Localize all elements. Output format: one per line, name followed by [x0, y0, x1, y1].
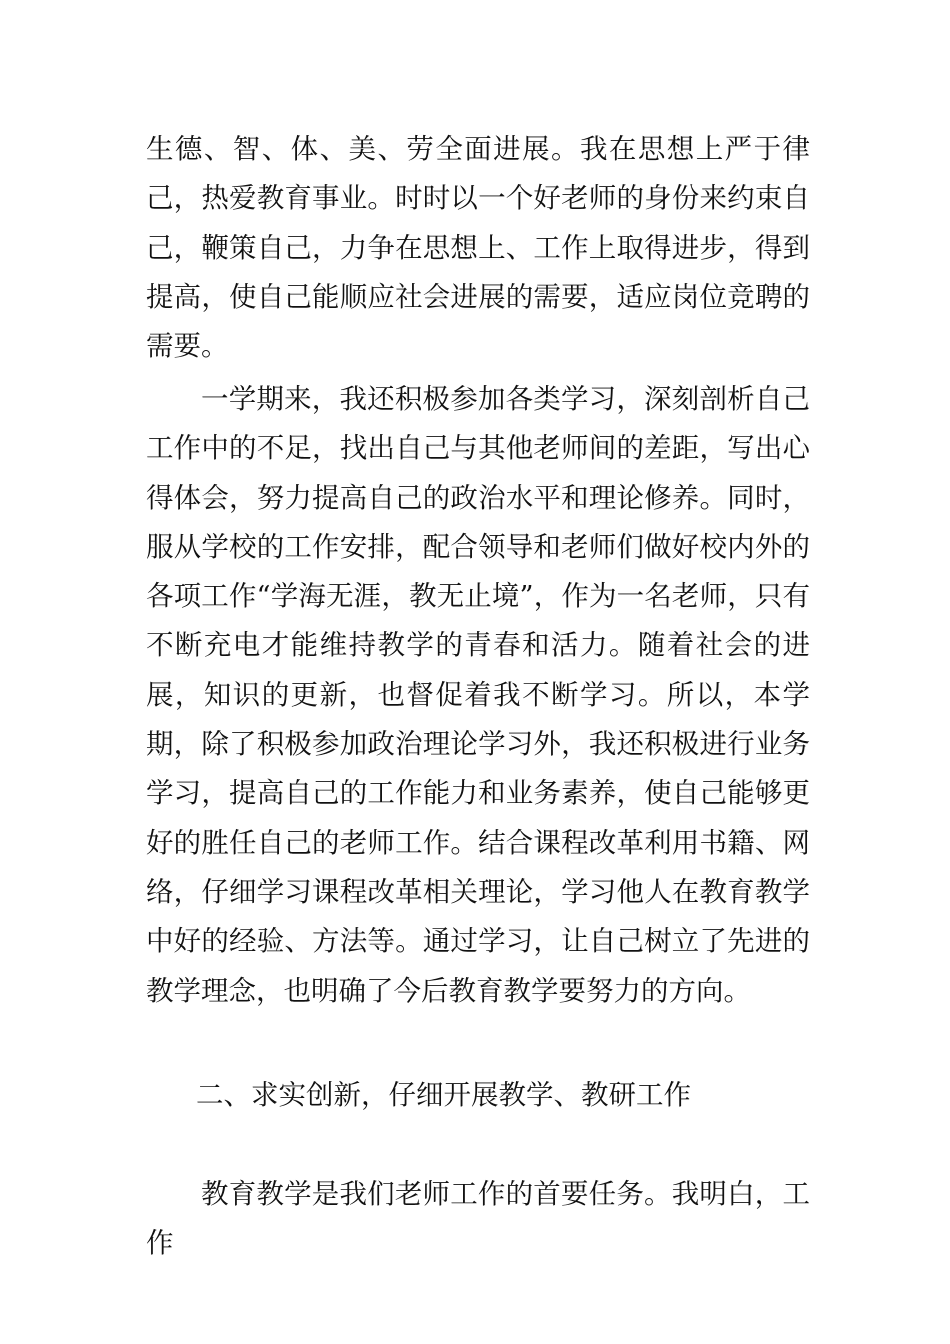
- body-paragraph: 一学期来，我还积极参加各类学习，深刻剖析自己工作中的不足，找出自己与其他老师间的差距，写出心得体会，努力提高自己的政治水平和理论修养。同时，服从学校的工作安排，配合领导和老师们做好校内外的各项工作“学海无涯，教无止境”，作为一名老师，只有不断充电才能维持教学的青春和活力。随着社会的进展，知识的更新，也督促着我不断学习。所以，本学期，除了积极参加政治理论学习外，我还积极进行业务学习，提高自己的工作能力和业务素养，使自己能够更好的胜任自己的老师工作。结合课程改革利用书籍、网络，仔细学习课程改革相关理论，学习他人在教育教学中好的经验、方法等。通过学习，让自己树立了先进的教学理念，也明确了今后教育教学要努力的方向。: [146, 383, 810, 1007]
- body-paragraph: 教育教学是我们老师工作的首要任务。我明白，工作: [146, 1178, 810, 1260]
- body-paragraph: 生德、智、体、美、劳全面进展。我在思想上严于律己，热爱教育事业。时时以一个好老师的身份来约束自己，鞭策自己，力争在思想上、工作上取得进步，得到提高，使自己能顺应社会进展的需要，适应岗位竞聘的需要。: [146, 133, 810, 363]
- section-heading: 二、求实创新，仔细开展教学、教研工作: [196, 1079, 691, 1111]
